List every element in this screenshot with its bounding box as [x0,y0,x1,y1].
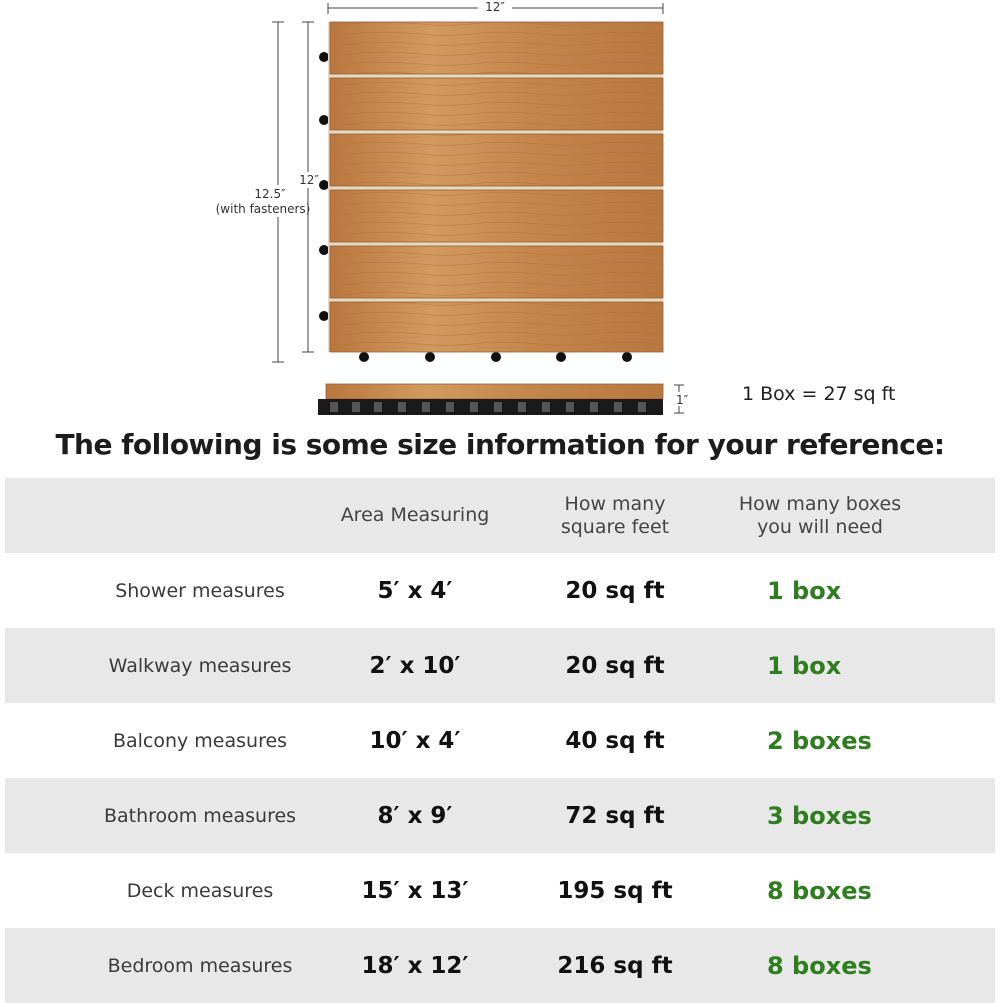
outer-height-note: (with fasteners) [215,202,311,216]
row-sqft: 20 sq ft [565,577,665,604]
row-name: Shower measures [115,579,285,602]
bottom-fasteners [359,352,632,362]
header-square-feet-line2: square feet [560,515,670,538]
outer-height-label: 12.5″ [254,187,286,201]
table-header-row [5,478,995,553]
row-name: Walkway measures [108,654,292,677]
row-area: 8′ x 9′ [377,802,453,829]
page-heading: The following is some size information for your reference: [55,428,945,461]
row-area: 5′ x 4′ [377,577,453,604]
row-name: Balcony measures [112,729,288,752]
table-row [5,703,995,778]
row-boxes: 1 box [767,576,842,605]
row-sqft: 72 sq ft [565,802,665,829]
row-sqft: 20 sq ft [565,652,665,679]
header-square-feet-line1: How many [564,492,666,515]
row-boxes: 3 boxes [767,801,872,830]
row-sqft: 216 sq ft [557,952,673,979]
inner-height-dimension [298,22,320,352]
row-boxes: 8 boxes [767,951,872,980]
outer-height-dimension [216,22,311,362]
row-name: Deck measures [126,879,274,902]
tile-dimension-diagram [0,0,1000,425]
row-sqft: 195 sq ft [557,877,673,904]
row-area: 10′ x 4′ [369,727,461,754]
row-boxes: 1 box [767,651,842,680]
box-coverage-note: 1 Box = 27 sq ft [742,383,896,405]
row-boxes: 8 boxes [767,876,872,905]
row-sqft: 40 sq ft [565,727,665,754]
table-row [5,628,995,703]
table-row [5,853,995,928]
row-name: Bedroom measures [107,954,293,977]
inner-height-label: 12″ [299,173,319,187]
table-row [5,553,995,628]
row-area: 18′ x 12′ [361,952,469,979]
row-name: Bathroom measures [103,804,297,827]
thickness-label: 1″ [675,393,689,407]
left-fasteners [319,52,329,321]
tile-side-view [318,384,663,415]
tile-top-view [328,22,663,352]
header-boxes-needed [710,478,930,553]
row-area: 2′ x 10′ [369,652,461,679]
row-boxes: 2 boxes [767,726,872,755]
size-reference-table [5,478,995,1003]
width-dimension [328,0,663,14]
table-row [5,778,995,853]
header-boxes-line2: you will need [757,515,883,538]
header-boxes-line1: How many boxes [738,492,902,515]
row-area: 15′ x 13′ [361,877,469,904]
thickness-dimension [673,385,691,413]
header-area-measuring: Area Measuring [340,504,490,526]
header-square-feet [510,478,720,553]
width-label: 12″ [485,0,505,14]
table-row [5,928,995,1003]
